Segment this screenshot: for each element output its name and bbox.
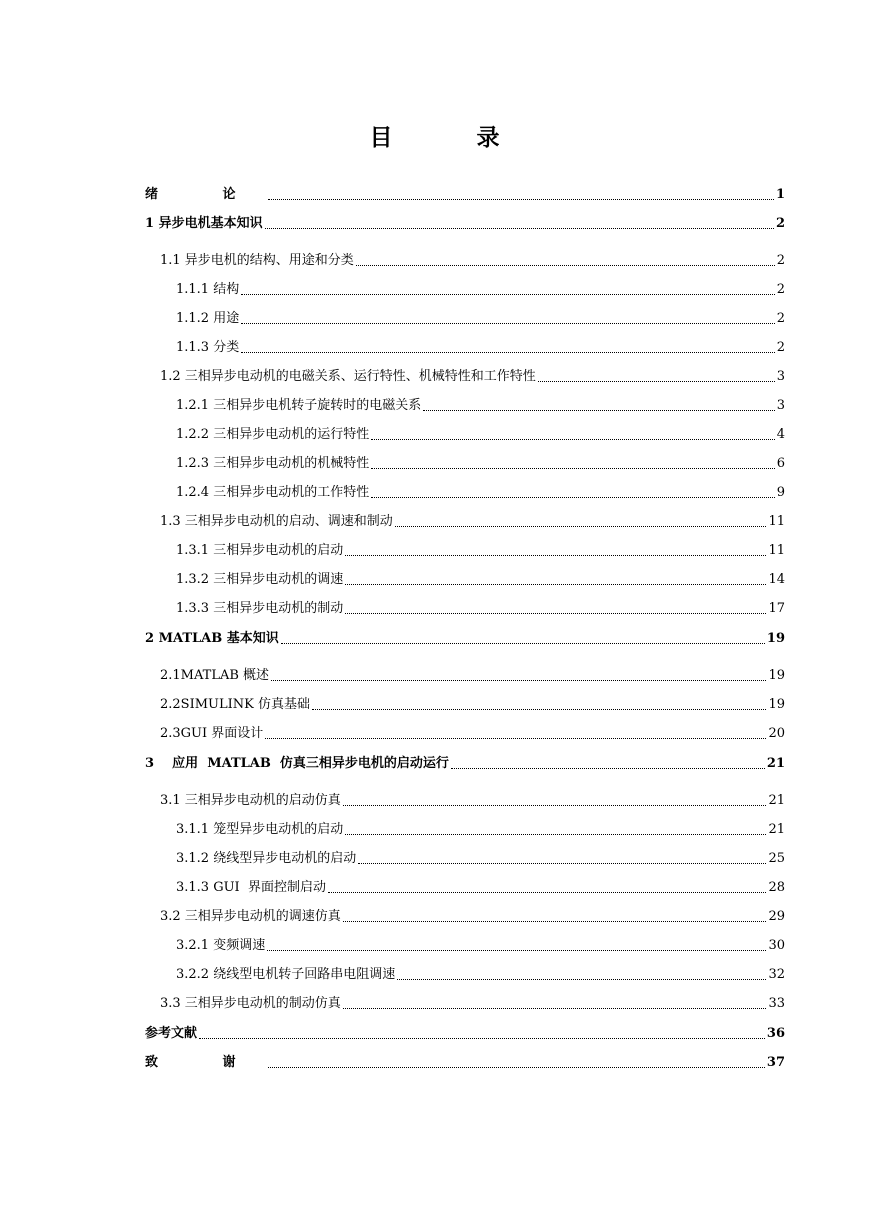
toc-entry-page: 29 bbox=[768, 909, 785, 924]
toc-entry-page: 33 bbox=[768, 996, 785, 1011]
toc-entry-label: 1.1 异步电机的结构、用途和分类 bbox=[160, 253, 354, 268]
toc-entry-1-3-1[interactable] bbox=[176, 541, 785, 561]
toc-entry-label: 3.1.3 GUI 界面控制启动 bbox=[176, 880, 326, 895]
toc-entry-label: 3.3 三相异步电动机的制动仿真 bbox=[160, 996, 341, 1011]
toc-entry-label: 2.3GUI 界面设计 bbox=[160, 726, 264, 741]
toc-entry-1-1-3[interactable] bbox=[176, 338, 785, 358]
toc-dot-leader bbox=[241, 322, 775, 324]
toc-entry-page: 21 bbox=[766, 756, 785, 771]
toc-dot-leader bbox=[267, 949, 766, 951]
toc-entry-1-2-2[interactable] bbox=[176, 425, 785, 445]
toc-dot-leader bbox=[371, 438, 775, 440]
toc-dot-leader bbox=[395, 525, 767, 527]
toc-entry-page: 17 bbox=[768, 601, 785, 616]
toc-entry-1-2-3[interactable] bbox=[176, 454, 785, 474]
toc-entry-label: 致 谢 bbox=[145, 1055, 266, 1070]
toc-dot-leader bbox=[345, 554, 766, 556]
toc-dot-leader bbox=[271, 679, 766, 681]
toc-entry-page: 9 bbox=[776, 485, 785, 500]
toc-entry-page: 11 bbox=[768, 543, 785, 558]
toc-entry-label: 1.2 三相异步电动机的电磁关系、运行特性、机械特性和工作特性 bbox=[160, 369, 536, 384]
toc-entry-label: 1.3.1 三相异步电动机的启动 bbox=[176, 543, 344, 558]
toc-entry-label: 3.2.1 变频调速 bbox=[176, 938, 266, 953]
toc-entry-label: 1 异步电机基本知识 bbox=[145, 216, 263, 231]
toc-entry-chapter-3[interactable] bbox=[145, 754, 785, 774]
toc-entry-3-1[interactable] bbox=[160, 791, 785, 811]
page-title: 目 录 bbox=[369, 125, 538, 151]
toc-entry-1-3-3[interactable] bbox=[176, 599, 785, 619]
toc-entry-label: 3.2.2 绕线型电机转子回路串电阻调速 bbox=[176, 967, 396, 982]
toc-entry-label: 1.1.2 用途 bbox=[176, 311, 240, 326]
toc-entry-page: 2 bbox=[776, 282, 785, 297]
toc-entry-page: 19 bbox=[768, 668, 785, 683]
toc-entry-chapter-1[interactable] bbox=[145, 214, 785, 234]
toc-entry-page: 20 bbox=[768, 726, 785, 741]
toc-entry-label: 绪 论 bbox=[145, 187, 266, 202]
toc-entry-acknowledgements[interactable] bbox=[145, 1053, 785, 1073]
toc-dot-leader bbox=[312, 708, 766, 710]
toc-dot-leader bbox=[371, 467, 775, 469]
toc-dot-leader bbox=[265, 737, 766, 739]
toc-dot-leader bbox=[345, 612, 766, 614]
toc-entry-label: 1.3.2 三相异步电动机的调速 bbox=[176, 572, 344, 587]
toc-dot-leader bbox=[343, 804, 767, 806]
toc-entry-2-1[interactable] bbox=[160, 666, 785, 686]
toc-entry-page: 19 bbox=[768, 697, 785, 712]
toc-entry-1-2-1[interactable] bbox=[176, 396, 785, 416]
toc-entry-page: 32 bbox=[768, 967, 785, 982]
toc-entry-label: 参考文献 bbox=[145, 1026, 198, 1041]
toc-dot-leader bbox=[241, 351, 775, 353]
toc-dot-leader bbox=[265, 227, 774, 229]
toc-dot-leader bbox=[356, 264, 775, 266]
toc-entry-page: 21 bbox=[768, 822, 785, 837]
toc-dot-leader bbox=[199, 1037, 765, 1039]
toc-entry-page: 2 bbox=[776, 340, 785, 355]
toc-entry-1-1-1[interactable] bbox=[176, 280, 785, 300]
toc-dot-leader bbox=[241, 293, 775, 295]
toc-dot-leader bbox=[345, 833, 766, 835]
toc-entry-1-1[interactable] bbox=[160, 251, 785, 271]
toc-entry-label: 1.1.1 结构 bbox=[176, 282, 240, 297]
toc-dot-leader bbox=[423, 409, 775, 411]
toc-entry-page: 37 bbox=[766, 1055, 785, 1070]
toc-entry-page: 19 bbox=[766, 631, 785, 646]
toc-entry-label: 1.3.3 三相异步电动机的制动 bbox=[176, 601, 344, 616]
toc-entry-references[interactable] bbox=[145, 1024, 785, 1044]
toc-entry-label: 1.1.3 分类 bbox=[176, 340, 240, 355]
toc-entry-label: 3.2 三相异步电动机的调速仿真 bbox=[160, 909, 341, 924]
toc-entry-3-2-2[interactable] bbox=[176, 965, 785, 985]
toc-entry-page: 11 bbox=[768, 514, 785, 529]
toc-entry-introduction[interactable] bbox=[145, 185, 785, 205]
toc-entry-page: 1 bbox=[775, 187, 785, 202]
toc-dot-leader bbox=[538, 380, 775, 382]
toc-dot-leader bbox=[451, 767, 765, 769]
toc-entry-chapter-2[interactable] bbox=[145, 629, 785, 649]
toc-dot-leader bbox=[397, 978, 766, 980]
toc-entry-label: 2 MATLAB 基本知识 bbox=[145, 631, 279, 646]
toc-entry-page: 25 bbox=[768, 851, 785, 866]
toc-dot-leader bbox=[268, 1066, 765, 1068]
toc-entry-3-1-1[interactable] bbox=[176, 820, 785, 840]
toc-entry-label: 1.2.1 三相异步电机转子旋转时的电磁关系 bbox=[176, 398, 422, 413]
toc-dot-leader bbox=[358, 862, 766, 864]
toc-entry-label: 1.3 三相异步电动机的启动、调速和制动 bbox=[160, 514, 393, 529]
toc-entry-page: 14 bbox=[768, 572, 785, 587]
toc-dot-leader bbox=[281, 642, 765, 644]
toc-dot-leader bbox=[343, 1007, 767, 1009]
toc-entry-1-2-4[interactable] bbox=[176, 483, 785, 503]
toc-entry-2-3[interactable] bbox=[160, 724, 785, 744]
toc-dot-leader bbox=[371, 496, 775, 498]
toc-entry-label: 1.2.4 三相异步电动机的工作特性 bbox=[176, 485, 370, 500]
toc-entry-1-2[interactable] bbox=[160, 367, 785, 387]
toc-dot-leader bbox=[268, 198, 774, 200]
toc-entry-1-3[interactable] bbox=[160, 512, 785, 532]
toc-entry-page: 2 bbox=[776, 253, 785, 268]
toc-entry-page: 2 bbox=[776, 311, 785, 326]
toc-entry-page: 3 bbox=[776, 369, 785, 384]
toc-dot-leader bbox=[328, 891, 767, 893]
toc-entry-page: 4 bbox=[776, 427, 785, 442]
toc-entry-label: 1.2.3 三相异步电动机的机械特性 bbox=[176, 456, 370, 471]
toc-entry-label: 1.2.2 三相异步电动机的运行特性 bbox=[176, 427, 370, 442]
toc-entry-page: 28 bbox=[768, 880, 785, 895]
toc-entry-label: 2.2SIMULINK 仿真基础 bbox=[160, 697, 310, 712]
toc-entry-1-1-2[interactable] bbox=[176, 309, 785, 329]
toc-entry-3-3[interactable] bbox=[160, 994, 785, 1014]
toc-entry-page: 2 bbox=[775, 216, 785, 231]
toc-entry-page: 30 bbox=[768, 938, 785, 953]
toc-entry-label: 3.1 三相异步电动机的启动仿真 bbox=[160, 793, 341, 808]
toc-entry-page: 21 bbox=[768, 793, 785, 808]
toc-entry-page: 3 bbox=[776, 398, 785, 413]
toc-entry-3-1-3[interactable] bbox=[176, 878, 785, 898]
toc-entry-3-1-2[interactable] bbox=[176, 849, 785, 869]
toc-dot-leader bbox=[345, 583, 766, 585]
toc-entry-1-3-2[interactable] bbox=[176, 570, 785, 590]
toc-entry-label: 3.1.2 绕线型异步电动机的启动 bbox=[176, 851, 357, 866]
toc-entry-3-2-1[interactable] bbox=[176, 936, 785, 956]
toc-entry-page: 6 bbox=[776, 456, 785, 471]
toc-dot-leader bbox=[343, 920, 767, 922]
toc-entry-2-2[interactable] bbox=[160, 695, 785, 715]
toc-entry-page: 36 bbox=[766, 1026, 785, 1041]
toc-entry-label: 2.1MATLAB 概述 bbox=[160, 668, 270, 683]
toc-entry-label: 3 应用 MATLAB 仿真三相异步电机的启动运行 bbox=[145, 756, 449, 771]
toc-entry-3-2[interactable] bbox=[160, 907, 785, 927]
toc-entry-label: 3.1.1 笼型异步电动机的启动 bbox=[176, 822, 344, 837]
